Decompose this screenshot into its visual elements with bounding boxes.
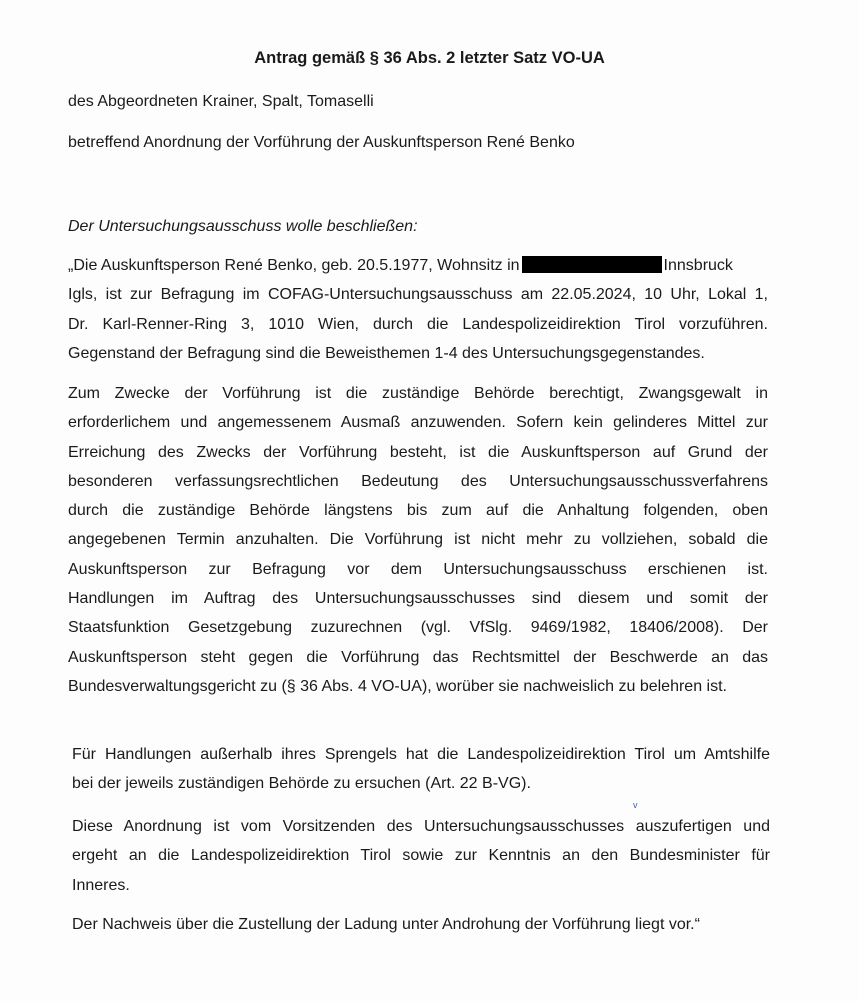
subject-line: betreffend Anordnung der Vorführung der Auskunftsperson René Benko <box>68 134 575 151</box>
paragraph-2-line: durch die zuständige Behörde längstens bis zum auf die Anhaltung folgenden, oben <box>68 502 768 520</box>
paragraph-2-line: Handlungen im Auftrag des Untersuchungsausschusses sind diesem und somit der <box>68 590 768 608</box>
resolution-intro: Der Untersuchungsausschuss wolle beschließen: <box>68 218 418 235</box>
paragraph-1-line-4: Gegenstand der Befragung sind die Beweisthemen 1-4 des Untersuchungsgegenstandes. <box>68 344 705 362</box>
paragraph-4-line: Diese Anordnung ist vom Vorsitzenden des Untersuchungsausschusses auszufertigen und <box>72 818 770 835</box>
paragraph-2-line: Bundesverwaltungsgericht zu (§ 36 Abs. 4 VO-UA), worüber sie nachweislich zu belehren ist. <box>68 677 727 695</box>
paragraph-4 <box>72 812 770 900</box>
paragraph-2-line: besonderen verfassungsrechtlichen Bedeutung des Untersuchungsausschussverfahrens <box>68 472 768 490</box>
paragraph-2 <box>68 379 768 701</box>
paragraph-2-line: Zum Zwecke der Vorführung ist die zuständige Behörde berechtigt, Zwangsgewalt in <box>68 385 768 402</box>
paragraph-2-line: Staatsfunktion Gesetzgebung zuzurechnen (vgl. VfSlg. 9469/1982, 18406/2008). Der <box>68 619 768 637</box>
paragraph-3 <box>72 740 770 799</box>
paragraph-1 <box>68 251 768 368</box>
paragraph-4-line: Inneres. <box>72 876 130 894</box>
paragraph-2-line: Erreichung des Zwecks der Vorführung besteht, ist die Auskunftsperson auf Grund der <box>68 443 768 461</box>
paragraph-2-line: Auskunftsperson zur Befragung vor dem Untersuchungsausschuss erschienen ist. <box>68 560 768 578</box>
redaction-bar <box>522 256 662 273</box>
paragraph-4-line: ergeht an die Landespolizeidirektion Tirol sowie zur Kenntnis an den Bundesminister für <box>72 847 770 865</box>
paragraph-5: Der Nachweis über die Zustellung der Ladung unter Androhung der Vorführung liegt vor.“ <box>72 916 700 933</box>
stray-mark: v <box>633 800 638 810</box>
paragraph-3-line: bei der jeweils zuständigen Behörde zu ersuchen (Art. 22 B-VG). <box>72 775 531 793</box>
paragraph-1-line-2: Igls, ist zur Befragung im COFAG-Untersuchungsausschuss am 22.05.2024, 10 Uhr, Lokal 1, <box>68 286 768 304</box>
paragraph-2-line: Auskunftsperson steht gegen die Vorführung das Rechtsmittel der Beschwerde an das <box>68 648 768 666</box>
paragraph-2-line: erforderlichem und angemessenem Ausmaß anzuwenden. Sofern kein gelinderes Mittel zur <box>68 414 768 432</box>
paragraph-1-line-3: Dr. Karl-Renner-Ring 3, 1010 Wien, durch die Landespolizeidirektion Tirol vorzuführen. <box>68 315 768 333</box>
paragraph-1-line-1: „Die Auskunftsperson René Benko, geb. 20.5.1977, Wohnsitz in Innsbruck <box>68 257 733 274</box>
paragraph-2-line: angegebenen Termin anzuhalten. Die Vorführung ist nicht mehr zu vollziehen, sobald die <box>68 531 768 549</box>
document-title: Antrag gemäß § 36 Abs. 2 letzter Satz VO-UA <box>254 49 605 67</box>
paragraph-3-line: Für Handlungen außerhalb ihres Sprengels hat die Landespolizeidirektion Tirol um Amtshilfe <box>72 746 770 763</box>
applicants-line: des Abgeordneten Krainer, Spalt, Tomaselli <box>68 93 374 110</box>
